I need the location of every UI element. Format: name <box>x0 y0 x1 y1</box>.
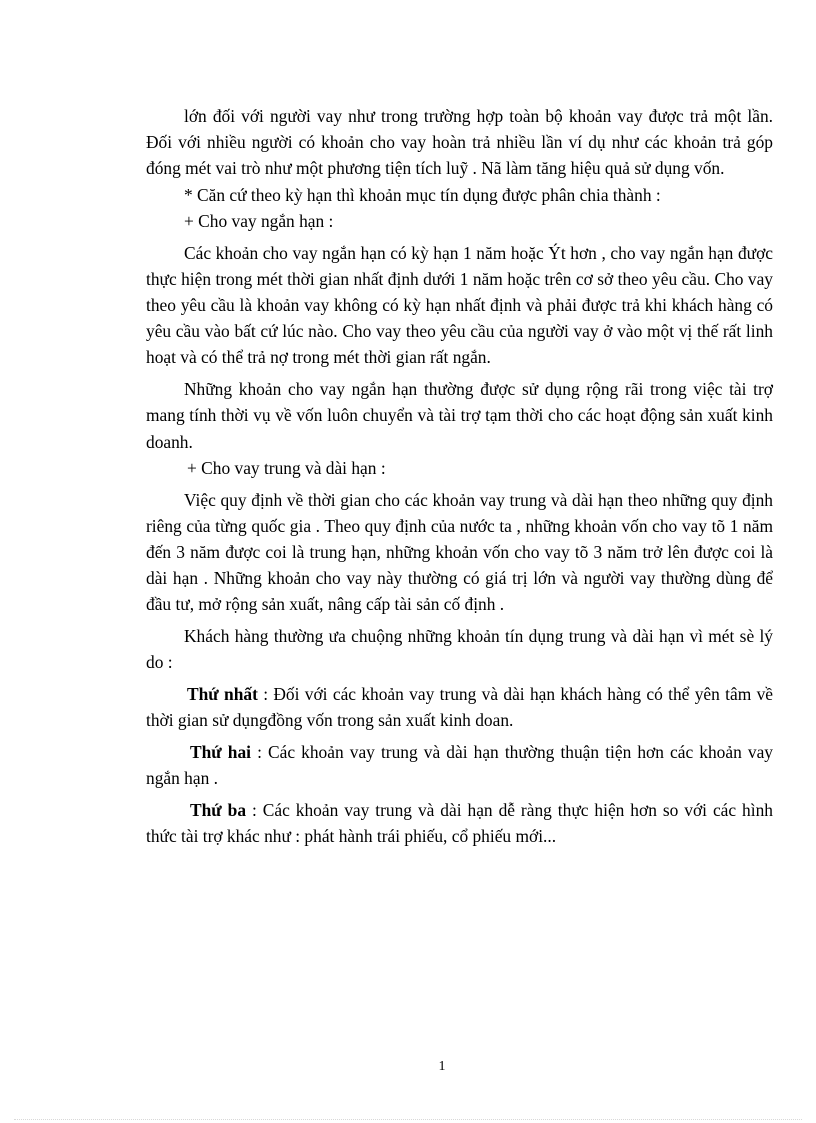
page-bottom-divider <box>14 1119 802 1120</box>
reason-third <box>146 797 773 849</box>
short-term-paragraph-1: Các khoản cho vay ngắn hạn có kỳ hạn 1 năm hoặc Ýt hơn , cho vay ngắn hạn được thực hiện trong mét thời gian nhất định dưới 1 năm hoặc trên cơ sở theo yêu cầu. Cho vay theo yêu cầu là khoản vay không có kỳ hạn nhất định và phải được trả khi khách hàng có yêu cầu vào bất cứ lúc nào. Cho vay theo yêu cầu của người vay ở vào một vị thế rất linh hoạt và có thể trả nợ trong mét thời gian rất ngắn. <box>146 242 773 368</box>
reason-first-text: : Đối với các khoản vay trung và dài hạn khách hàng có thể yên tâm về thời gian sử dụngđồng vốn trong sản xuất kinh doan. <box>146 684 773 731</box>
continuation-paragraph: lớn đối với người vay như trong trường hợp toàn bộ khoản vay được trả một lần. Đối với nhiều người có khoản cho vay hoàn trả nhiều lần ví dụ như các khoản trả góp đóng mét vai trò như một phương tiện tích luỹ . Nã làm tăng hiệu quả sử dụng vốn. <box>146 106 773 179</box>
reason-first-label: Thứ nhất <box>187 684 258 705</box>
reason-first <box>146 681 773 733</box>
page-content <box>146 103 773 850</box>
long-term-paragraph-2: Khách hàng thường ưa chuộng những khoản tín dụng trung và dài hạn vì mét sè lý do : <box>146 626 773 673</box>
long-term-paragraph-1: Việc quy định về thời gian cho các khoản vay trung và dài hạn theo những quy định riêng của từng quốc gia . Theo quy định của nước ta , những khoản vốn cho vay tõ 1 năm đến 3 năm được coi là trung hạn, những khoản vốn cho vay tõ 3 năm trở lên được coi là dài hạn . Những khoản cho vay này thường có giá trị lớn và người vay thường dùng để đầu tư, mở rộng sản xuất, nâng cấp tài sản cố định . <box>146 489 773 615</box>
reason-third-text: : Các khoản vay trung và dài hạn dễ ràng thực hiện hơn so với các hình thức tài trợ khác như : phát hành trái phiếu, cổ phiếu mới... <box>146 800 773 847</box>
reason-second-text: : Các khoản vay trung và dài hạn thường thuận tiện hơn các khoản vay ngắn hạn . <box>146 742 773 789</box>
reason-third-label: Thứ ba <box>190 800 247 821</box>
page-number: 1 <box>438 1059 446 1074</box>
reason-second <box>146 739 773 791</box>
short-term-paragraph-2: Những khoản cho vay ngắn hạn thường được sử dụng rộng rãi trong việc tài trợ mang tính thời vụ về vốn luôn chuyển và tài trợ tạm thời cho các hoạt động sản xuất kinh doanh. <box>146 379 773 452</box>
long-term-heading: + Cho vay trung và dài hạn : <box>187 457 386 478</box>
short-term-heading: + Cho vay ngắn hạn : <box>184 210 334 231</box>
classification-line: * Căn cứ theo kỳ hạn thì khoản mục tín dụng được phân chia thành : <box>184 184 661 205</box>
reason-second-label: Thứ hai <box>190 742 252 763</box>
